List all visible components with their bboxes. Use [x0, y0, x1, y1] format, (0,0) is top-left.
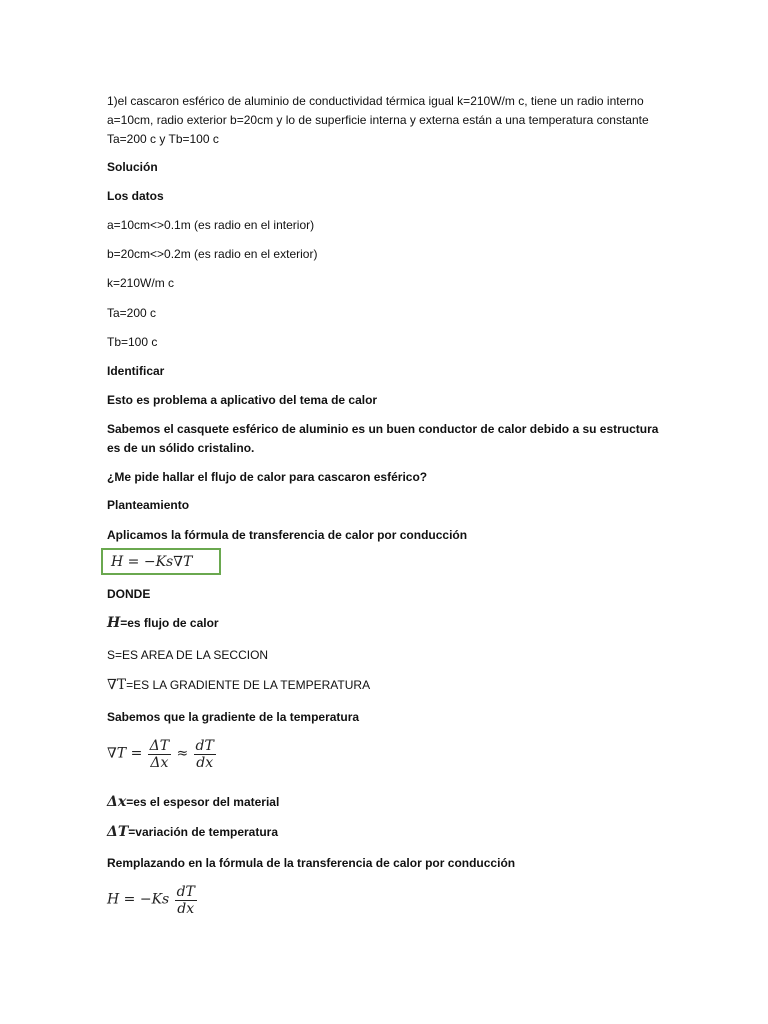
def-h	[107, 614, 219, 633]
eq2-den1: Δx	[150, 755, 169, 771]
heading-identificar: Identificar	[107, 364, 165, 378]
eq3-den: dx	[177, 901, 195, 917]
heading-donde: DONDE	[107, 587, 151, 601]
def-grad-text: =ES LA GRADIENTE DE LA TEMPERATURA	[126, 678, 371, 692]
eq2-lhs: ∇T =	[107, 745, 143, 762]
def-h-text: =es flujo de calor	[120, 616, 219, 630]
text-pregunta: ¿Me pide hallar el flujo de calor para cascaron esférico?	[107, 470, 428, 484]
def-dx	[107, 793, 279, 812]
dato-ta: Ta=200 c	[107, 306, 157, 320]
problem-statement: 1)el cascaron esférico de aluminio de conductividad térmica igual k=210W/m c, tiene un radio interno a=10cm, radio exterior b=20cm y lo de superficie interna y externa están a una temperatura constante Ta=200 c y Tb=100 c	[107, 94, 649, 146]
text-sabemos-grad: Sabemos que la gradiente de la temperatura	[107, 710, 360, 724]
def-dx-text: =es el espesor del material	[126, 795, 280, 809]
symbol-h: H	[107, 615, 121, 631]
dato-b: b=20cm<>0.2m (es radio en el exterior)	[107, 247, 318, 261]
formula-box	[101, 548, 221, 575]
eq3-num: dT	[176, 884, 195, 900]
dato-k: k=210W/m c	[107, 276, 175, 290]
def-grad	[107, 676, 370, 695]
text-remplazando: Remplazando en la fórmula de la transferencia de calor por conducción	[107, 856, 516, 870]
symbol-dt: ΔT	[107, 824, 129, 840]
dato-tb: Tb=100 c	[107, 335, 158, 349]
symbol-dx: Δx	[107, 794, 127, 810]
equation-final	[107, 884, 199, 917]
eq2-approx: ≈	[176, 745, 189, 762]
fraction-delta	[148, 738, 171, 771]
def-dt	[107, 823, 278, 842]
heading-los-datos: Los datos	[107, 189, 164, 203]
eq2-den2: dx	[196, 755, 214, 771]
text-aplicamos: Aplicamos la fórmula de transferencia de calor por conducción	[107, 528, 468, 542]
heading-planteamiento: Planteamiento	[107, 498, 190, 512]
heading-solucion: Solución	[107, 160, 158, 174]
text-aplicativo: Esto es problema a aplicativo del tema de calor	[107, 393, 378, 407]
fraction-derivative	[194, 738, 216, 771]
formula-conduccion: H = −Ks∇T	[111, 554, 193, 570]
symbol-grad: ∇T	[107, 677, 127, 693]
def-s: S=ES AREA DE LA SECCION	[107, 648, 269, 662]
dato-a: a=10cm<>0.1m (es radio en el interior)	[107, 218, 315, 232]
def-dt-text: =variación de temperatura	[128, 825, 279, 839]
eq2-num2: dT	[195, 738, 214, 754]
eq2-num1: ΔT	[149, 738, 170, 754]
equation-gradient	[107, 738, 218, 771]
fraction-final	[175, 884, 197, 917]
eq3-lhs: H = −Ks	[107, 891, 170, 908]
text-casquete: Sabemos el casquete esférico de aluminio es un buen conductor de calor debido a su estructura es de un sólido cristalino.	[107, 422, 659, 455]
